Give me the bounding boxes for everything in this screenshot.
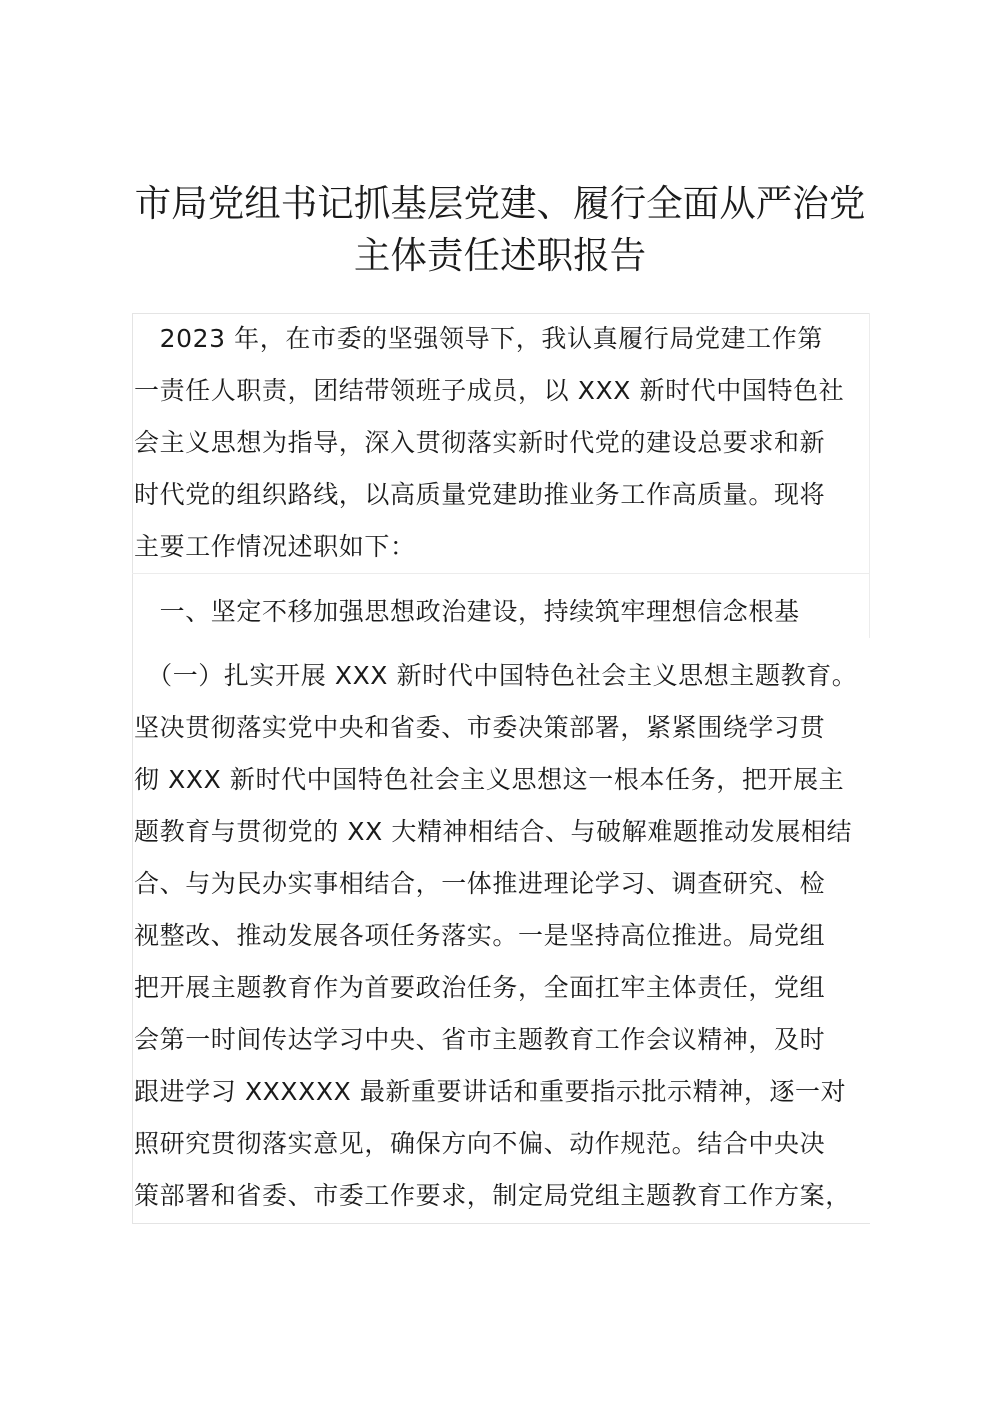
title-line-2: 主体责任述职报告	[353, 234, 647, 277]
document-title	[100, 178, 900, 282]
body-line: 2023 年，在市委的坚强领导下，我认真履行局党建工作第	[134, 324, 823, 353]
body-line: 彻 XXX 新时代中国特色社会主义思想这一根本任务，把开展主	[134, 765, 845, 794]
frame-rule-right	[869, 313, 870, 638]
section-heading: 一、坚定不移加强思想政治建设，持续筑牢理想信念根基	[134, 597, 800, 626]
body-line: 会主义思想为指导，深入贯彻落实新时代党的建设总要求和新	[134, 428, 826, 457]
body-line: 视整改、推动发展各项任务落实。一是坚持高位推进。局党组	[134, 921, 826, 950]
body-line: 跟进学习 XXXXXX 最新重要讲话和重要指示批示精神，逐一对	[134, 1077, 847, 1106]
body-line: 策部署和省委、市委工作要求，制定局党组主题教育工作方案，	[134, 1181, 851, 1210]
body-line: 会第一时间传达学习中央、省市主题教育工作会议精神，及时	[134, 1025, 826, 1054]
body-line: 坚决贯彻落实党中央和省委、市委决策部署，紧紧围绕学习贯	[134, 713, 826, 742]
subsection-heading: （一）扎实开展 XXX 新时代中国特色社会主义思想主题教育。	[134, 661, 858, 690]
body-line: 合、与为民办实事相结合，一体推进理论学习、调查研究、检	[134, 869, 826, 898]
body-line: 题教育与贯彻党的 XX 大精神相结合、与破解难题推动发展相结	[134, 817, 853, 846]
frame-rule-left	[132, 313, 133, 1223]
title-line-1: 市局党组书记抓基层党建、履行全面从严治党	[134, 182, 866, 225]
frame-rule-top	[132, 313, 870, 314]
frame-rule-middle	[132, 573, 870, 574]
body-line: 主要工作情况述职如下：	[134, 532, 416, 561]
frame-rule-bottom	[132, 1223, 870, 1224]
body-line: 时代党的组织路线，以高质量党建助推业务工作高质量。现将	[134, 480, 826, 509]
body-line: 照研究贯彻落实意见，确保方向不偏、动作规范。结合中央决	[134, 1129, 826, 1158]
body-line: 把开展主题教育作为首要政治任务，全面扛牢主体责任，党组	[134, 973, 826, 1002]
body-line: 一责任人职责，团结带领班子成员，以 XXX 新时代中国特色社	[134, 376, 845, 405]
